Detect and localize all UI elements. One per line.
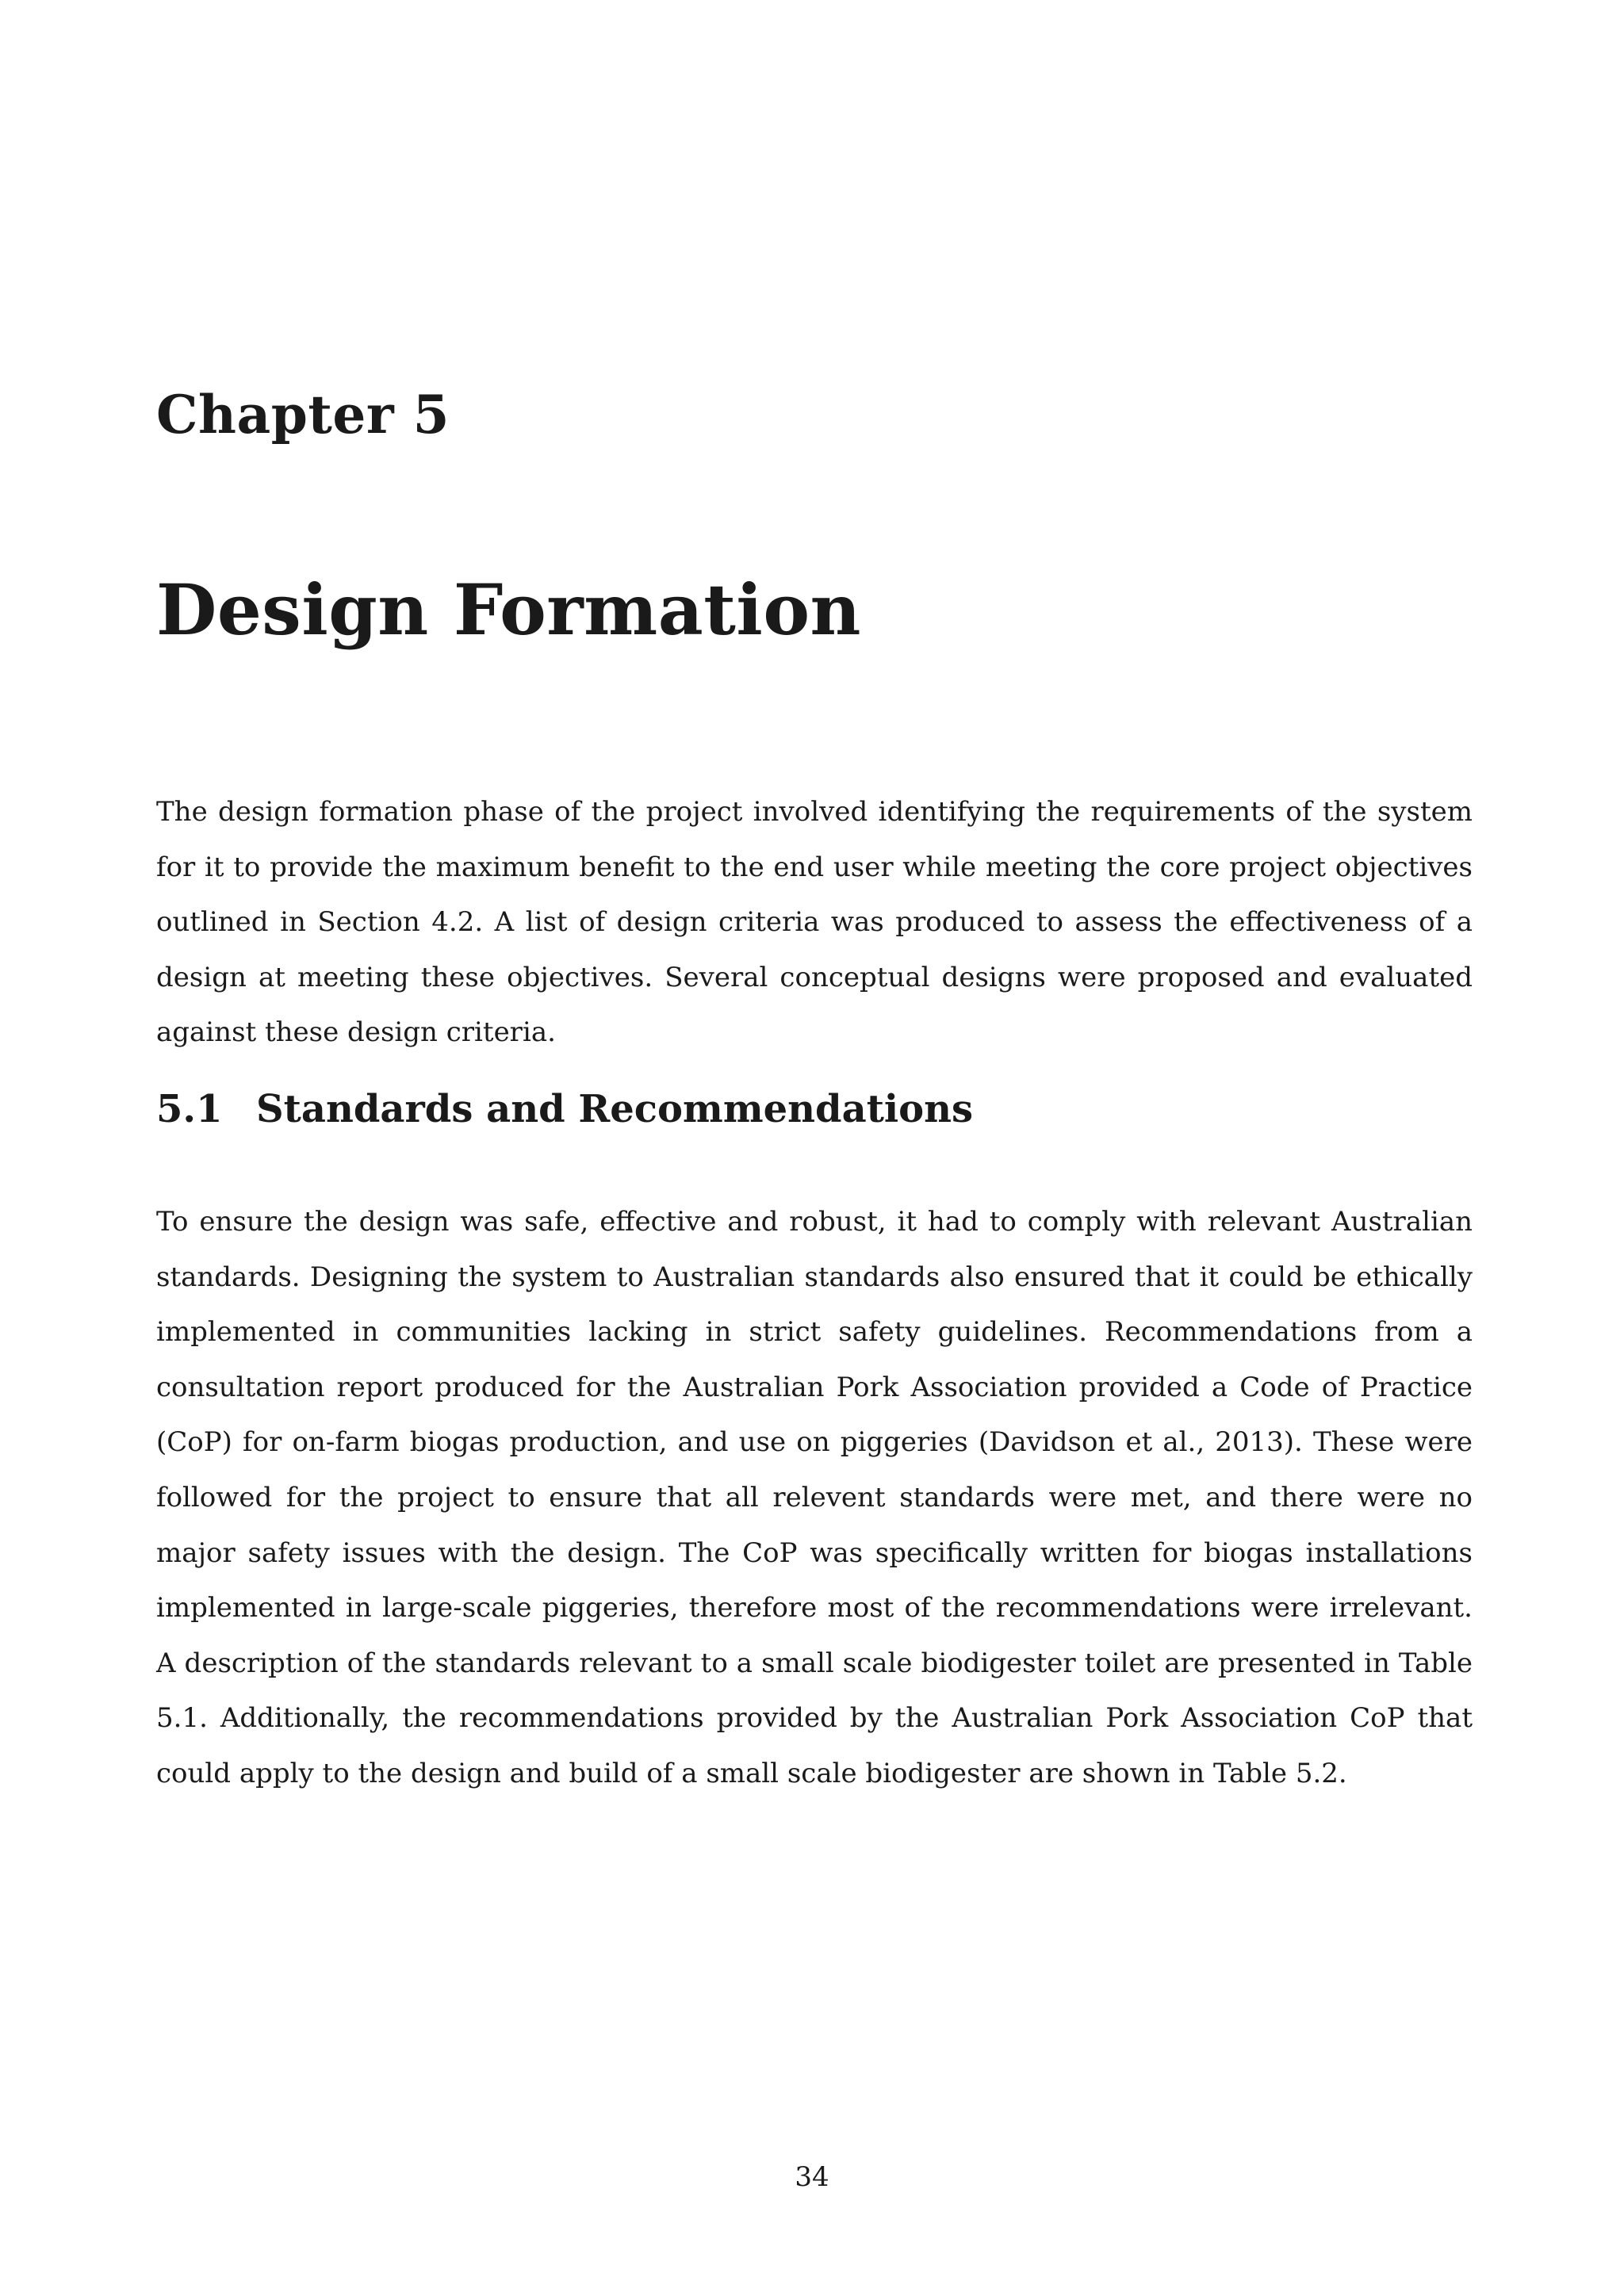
chapter-label: Chapter 5 bbox=[156, 384, 450, 446]
section-title: Standards and Recommendations bbox=[256, 1087, 974, 1131]
section-paragraph: To ensure the design was safe, effective and robust, it had to comply with relevant Australian standards. Designing the system to Australian standards also ensured that it could be ethically implemented in communities lacking in strict safety guidelines. Recommendations from a consultation report produced for the Australian Pork Association provided a Code of Practice (CoP) for on-farm biogas production, and use on piggeries (Davidson et al., 2013). These were followed for the project to ensure that all relevent standards were met, and there were no major safety issues with the design. The CoP was specifically written for biogas installations implemented in large-scale piggeries, therefore most of the recommendations were irrelevant. A description of the standards relevant to a small scale biodigester toilet are presented in Table 5.1. Additionally, the recommendations provided by the Australian Pork Association CoP that could apply to the design and build of a small scale biodigester are shown in Table 5.2. bbox=[156, 1206, 1473, 1789]
chapter-title: Design Formation bbox=[156, 568, 862, 651]
section-heading bbox=[156, 1087, 974, 1131]
intro-paragraph: The design formation phase of the project involved identifying the requirements of the system for it to provide the maximum benefit to the end user while meeting the core project objectives outlined in Section 4.2. A list of design criteria was produced to assess the effectiveness of a design at meeting these objectives. Several conceptual designs were proposed and evaluated against these design criteria. bbox=[156, 796, 1473, 1049]
page-number: 34 bbox=[795, 2161, 829, 2193]
section-number: 5.1 bbox=[156, 1087, 223, 1131]
